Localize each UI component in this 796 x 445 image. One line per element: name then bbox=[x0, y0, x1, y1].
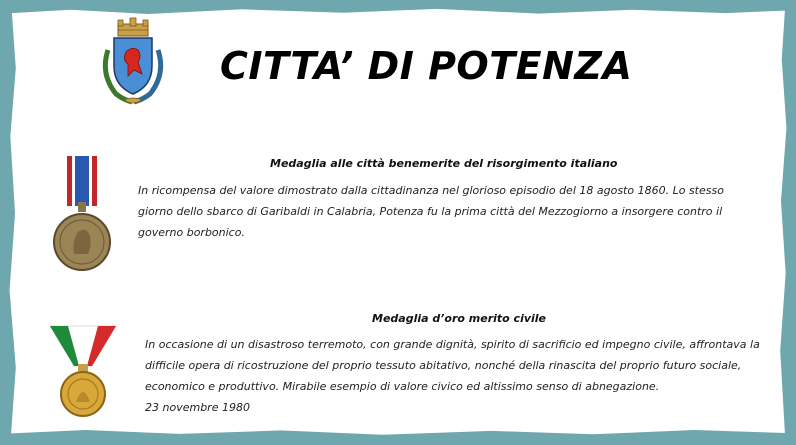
risorgimento-medal-icon bbox=[50, 154, 114, 276]
text-line: In occasione di un disastroso terremoto, con grande dignità, spirito di sacrificio ed impegno civile, affrontava la bbox=[145, 338, 760, 351]
date-line: 23 novembre 1980 bbox=[145, 401, 250, 414]
text-line: giorno dello sbarco di Garibaldi in Calabria, Potenza fu la prima città del Mezzogiorno a insorgere contro il bbox=[138, 205, 723, 218]
section-heading-civil-merit: Medaglia d’oro merito civile bbox=[372, 312, 547, 325]
text-line: economico e produttivo. Mirabile esempio di valore civico ed altissimo senso di abnegazione. bbox=[145, 380, 660, 393]
civil-merit-medal-icon bbox=[46, 322, 120, 420]
text-line: difficile opera di ricostruzione del proprio tessuto abitativo, nonché della rinascita del proprio futuro sociale, bbox=[145, 359, 742, 372]
page-title: CITTA’ DI POTENZA bbox=[220, 44, 633, 88]
text-line: In ricompensa del valore dimostrato dalla cittadinanza nel glorioso episodio del 18 agosto 1860. Lo stesso bbox=[138, 184, 724, 197]
section-heading-risorgimento: Medaglia alle città benemerite del risorgimento italiano bbox=[270, 157, 618, 170]
section-text-risorgimento bbox=[138, 180, 738, 243]
text-line: governo borbonico. bbox=[138, 226, 245, 239]
coat-of-arms-icon bbox=[98, 16, 168, 108]
section-text-civil-merit bbox=[145, 334, 765, 418]
